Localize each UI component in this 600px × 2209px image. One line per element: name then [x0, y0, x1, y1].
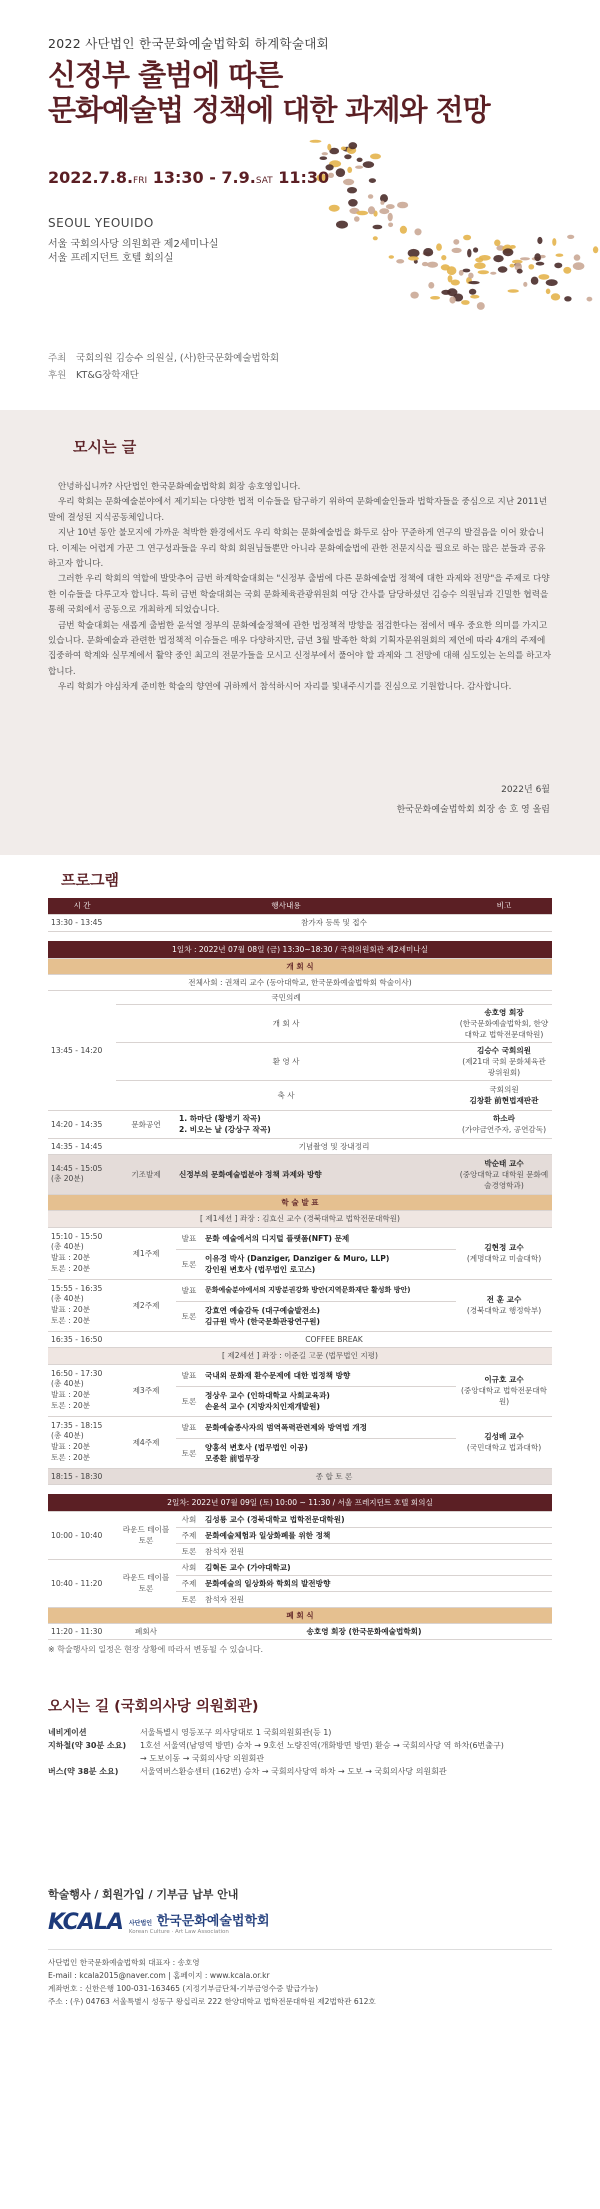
confetti-dot: [490, 272, 496, 275]
confetti-dot: [477, 302, 485, 310]
table-row: 토론 이유경 박사 (Danziger, Danziger & Muro, LLP) 강인원 변호사 (법무법인 로고스): [48, 1249, 552, 1279]
confetti-dot: [320, 156, 328, 160]
confetti-dot: [546, 289, 551, 295]
confetti-dot: [468, 273, 473, 279]
confetti-dot: [593, 246, 598, 253]
logo-mark: KCALA: [48, 1909, 123, 1935]
confetti-dot: [517, 269, 523, 274]
table-row: 축 사 국회의원 김창환 前현법재판관: [48, 1080, 552, 1110]
confetti-dot: [494, 240, 500, 247]
table-row: 16:50 - 17:30 (총 40분) 발표 : 20분 토론 : 20분 제3주제 발표 국내외 문화재 환수문제에 대한 법정책 방향 이규호 교수 (중앙대학교 법학전문대학원): [48, 1364, 552, 1386]
confetti-dot: [388, 213, 393, 222]
confetti-dot: [380, 201, 384, 205]
confetti-dot: [546, 279, 558, 286]
direction-row: → 도보이동 → 국회의사당 의원회관: [140, 1753, 265, 1763]
confetti-dot: [473, 247, 478, 252]
confetti-dot: [410, 292, 418, 299]
direction-row: 지하철(약 30분 소요) 1호선 서울역(남영역 방면) 승차 → 9호선 노량진역(개화방면 방면) 환승 → 국회의사당 역 하차(6번출구): [48, 1740, 504, 1750]
confetti-dot: [441, 255, 446, 260]
table-row: 15:10 - 15:50 (총 40분) 발표 : 20분 토론 : 20분 제1주제 발표 문화 예술에서의 디지털 플랫폼(NFT) 문제 김현정 교수 (계명대학교 미술대학): [48, 1227, 552, 1249]
table-row: 토론 참석자 전원: [48, 1591, 552, 1607]
direction-row: 네비게이션 서울특별시 영등포구 의사당대로 1 국회의원회관(등 1): [48, 1727, 332, 1737]
confetti-dot: [503, 248, 514, 256]
table-row: 개 회 사 송호영 회장 (한국문화예술법학회, 한양대학교 법학전문대학원): [48, 1004, 552, 1042]
header-note: 비고: [456, 898, 552, 914]
confetti-dot: [336, 168, 345, 177]
directions-title: 오시는 길 (국회의사당 의원회관): [48, 1698, 259, 1715]
confetti-dot: [329, 205, 340, 212]
confetti-dot: [336, 221, 348, 229]
confetti-dot: [355, 166, 363, 169]
confetti-dot: [354, 216, 360, 222]
confetti-dot: [467, 249, 471, 258]
confetti-dot: [523, 282, 527, 287]
confetti-dot: [469, 289, 476, 295]
table-row: 17:35 - 18:15 (총 40분) 발표 : 20분 토론 : 20분 제4주제 발표 문화예술종사자의 범역폭력관련제와 방역법 개정 김성배 교수 (국민대학교 법과대학): [48, 1416, 552, 1438]
direction-row: 버스(약 38분 소요) 서울역버스환승센터 (162번) 승차 → 국회의사당역 하차 → 도보 → 국회의사당 의원회관: [48, 1766, 447, 1776]
confetti-dot: [453, 239, 459, 245]
footer-section: [0, 1886, 600, 2008]
day1-header: 1일차 : 2022년 07월 08일 (금) 13:30~18:30 / 국회의원회관 제2세미나실: [48, 941, 552, 958]
table-row: 13:30 - 13:45 참가자 등록 및 접수: [48, 914, 552, 931]
confetti-dot: [564, 296, 571, 301]
confetti-dot: [356, 211, 368, 216]
confetti-dot: [474, 262, 486, 269]
table-row: 14:35 - 14:45 기념촬영 및 장내정리: [48, 1138, 552, 1154]
confetti-dot: [508, 289, 519, 293]
confetti-dot: [400, 226, 407, 234]
confetti-dot: [463, 269, 471, 273]
event-dates: 2022.7.8.FRI 13:30 - 7.9.SAT 11:30: [48, 168, 330, 187]
confetti-dot: [388, 223, 393, 228]
confetti-dot: [344, 154, 351, 159]
table-row: 토론 참석자 전원: [48, 1543, 552, 1559]
table-row: 11:20 - 11:30 폐회사 송호영 회장 (한국문화예술법학회): [48, 1623, 552, 1639]
confetti-dot: [461, 300, 470, 305]
confetti-dot: [447, 266, 457, 275]
confetti-dot: [347, 167, 352, 173]
confetti-dot: [369, 178, 376, 183]
greeting-body: 안녕하십니까? 사단법인 한국문화예술법학회 회장 송호영입니다. 우리 학회는 문화예술분야에서 제기되는 다양한 법적 이슈들을 탐구하기 위하여 문화예술인들과 법학자들을 중심으로 지난 2011년 말에 결성된 지식공동체입니다. 지난 10년 동안 불모지에 가까운 척박한 환경에서도 우리 학회는 문화예술법을 화두로 삼아 꾸준하게 연구의 발걸음을 이어 왔습니다. 이제는 어렵게 가꾼 그 연구성과들을 우리 학회 회원님들뿐만 아니라 문화예술법에 관한 전문지식을 필요로 하는 많은 분들과 공유하고자 합니다. 그러한 우리 학회의 역할에 발맞추어 금번 하계학술대회는 "신정부 출범에 다른 문화예술법 정책에 대한 과제와 전망"을 주제로 다양한 이슈들을 다루고자 합니다. 특히 금번 학술대회는 국회 문화체육관광위원회 여당 간사를 담당하셨던 김승수 의원님과 긴밀한 협력을 통해 국회에서 공동으로 개최하게 되었습니다. 금번 학술대회는 새롭게 출범한 윤석열 정부의 문화예술정책에 관한 법정책적 방향을 점검한다는 점에서 매우 중요한 의미를 가지고 있습니다. 문화예술과 관련한 법정책적 이슈들은 매우 다양하지만, 금년 3월 발족한 학회 기획자문위원회의 제언에 따라 4개의 주제에 집중하여 학계와 실무계에서 활약 중인 최고의 전문가들을 모시고 신정부에서 풀어야 할 과제와 그 전망에 대해 심도있는 논의를 하고자 합니다. 우리 학회가 야심차게 준비한 학술의 향연에 귀하께서 참석하시어 자리를 빛내주시기를 진심으로 기원합니다. 감사합니다.: [48, 482, 552, 693]
confetti-dot: [554, 263, 562, 269]
greeting-date: 2022년 6월: [501, 785, 550, 795]
opening-bar: 개 회 식: [48, 958, 552, 974]
program-section: [0, 855, 600, 1655]
confetti-dot: [556, 254, 564, 257]
table-row: 토론 정상우 교수 (인하대학교 사회교육과) 손윤석 교수 (지방자치인재개발원): [48, 1386, 552, 1416]
table-row: 18:15 - 18:30 종 합 토 론: [48, 1468, 552, 1484]
confetti-dot: [552, 238, 556, 246]
confetti-dot: [397, 202, 408, 209]
confetti-dot: [357, 158, 363, 162]
hero-section: [0, 0, 600, 410]
event-city: SEOUL YEOUIDO: [48, 216, 154, 230]
confetti-dot: [322, 152, 328, 155]
confetti-dot: [373, 236, 378, 240]
table-row: 주제 문화예술체험과 일상화폐를 위한 정책: [48, 1527, 552, 1543]
confetti-dot: [427, 262, 438, 268]
confetti-dot: [563, 267, 571, 274]
schedule-note: ※ 학술행사의 일정은 현장 상황에 따라서 변동될 수 있습니다.: [48, 1644, 264, 1654]
table-row: 15:55 - 16:35 (총 40분) 발표 : 20분 토론 : 20분 제2주제 발표 문화예술분야에서의 지방분권강화 방안(지역문화재단 활성화 방안) 전 훈 교수 (경북대학교 행정학부): [48, 1279, 552, 1301]
confetti-dot: [475, 258, 483, 263]
confetti-dot: [463, 235, 471, 241]
confetti-dot: [379, 208, 389, 214]
confetti-dot: [459, 270, 464, 276]
confetti-dot: [493, 255, 503, 262]
confetti-dot: [567, 235, 574, 239]
confetti-dot: [528, 264, 534, 269]
keynote-row: 14:45 - 15:05 (총 20분) 기조발제 신정부의 문화예술법분야 정책 과제와 방향 박순태 교수 (중앙대학교 대학원 문화예술경영학과): [48, 1154, 552, 1194]
table-row: 16:35 - 16:50 COFFEE BREAK: [48, 1331, 552, 1347]
confetti-dot: [408, 256, 419, 260]
table-row: 10:00 - 10:40 라운드 테이블 토론 사회 김성룡 교수 (경북대학교 법학전문대학원): [48, 1511, 552, 1527]
confetti-dot: [448, 275, 453, 282]
confetti-dot: [520, 257, 530, 260]
footer-title: 학술행사 / 회원가입 / 기부금 납부 안내: [48, 1887, 239, 1901]
confetti-dot: [538, 274, 549, 280]
header-time: 시 간: [48, 898, 116, 914]
table-row: 전체사회 : 권채리 교수 (동아대학교, 한국문화예술법학회 학술이사): [48, 974, 552, 990]
confetti-dot: [386, 204, 395, 209]
confetti-dot: [468, 281, 479, 284]
confetti-dot: [348, 199, 358, 207]
session2-header: [ 제2세션 ] 좌장 : 이준길 고문 (법무법인 지평): [48, 1347, 552, 1364]
confetti-dot: [370, 154, 381, 160]
confetti-dot: [349, 142, 358, 149]
confetti-dot: [414, 228, 421, 235]
table-row: 14:20 - 14:35 문화공연 1. 하마단 (황병기 작곡) 2. 비오는 날 (강상구 작곡) 하소라 (가야금연주자, 공연감독): [48, 1110, 552, 1138]
confetti-dot: [551, 293, 560, 300]
table-row: 10:40 - 11:20 라운드 테이블 토론 사회 김혁돈 교수 (가야대학교): [48, 1559, 552, 1575]
table-row: 토론 양홍석 변호사 (법무법인 이공) 모종환 前법무장: [48, 1438, 552, 1468]
table-row: 환 영 사 김승수 국회의원 (제21대 국회 문화체육관광위원회): [48, 1042, 552, 1080]
confetti-dot: [310, 140, 322, 143]
confetti-dot: [389, 255, 394, 258]
closing-bar: 폐 회 식: [48, 1607, 552, 1623]
confetti-dot: [343, 179, 354, 185]
confetti-dot: [573, 262, 585, 270]
event-overline: 2022 사단법인 한국문화예술법학회 하계학술대회: [48, 36, 329, 51]
table-row: 토론 강효연 예술감독 (대구예술발전소) 김규원 박사 (한국문화관광연구원): [48, 1301, 552, 1331]
confetti-dot: [396, 259, 404, 263]
academic-bar: 학 술 발 표: [48, 1194, 552, 1210]
confetti-dot: [531, 277, 539, 285]
header-content: 행사내용: [116, 898, 456, 914]
confetti-dot: [587, 297, 593, 302]
confetti-dot: [449, 296, 455, 303]
confetti-dot: [574, 254, 581, 260]
confetti-dot: [347, 187, 357, 193]
session1-header: [ 제1세션 ] 좌장 : 김효신 교수 (경북대학교 법학전문대학원): [48, 1210, 552, 1227]
confetti-dot: [423, 248, 433, 256]
confetti-dot: [510, 264, 515, 268]
confetti-dot: [536, 262, 545, 266]
confetti-dot: [478, 270, 489, 274]
confetti-dot: [368, 194, 373, 199]
association-logo: KCALA 사단법인 한국문화예술법학회 Korean Culture · Art Law Association: [48, 1909, 270, 1935]
organizers: 주최 국회의원 김승수 의원실, (사)한국문화예술법학회 후원 KT&G장학재단: [48, 353, 280, 381]
directions-section: [0, 1695, 600, 1778]
confetti-dot: [534, 253, 541, 261]
footer-info: 사단법인 한국문화예술법학회 대표자 : 송호영 E-mail : kcala2015@naver.com | 홈페이지 : www.kcala.or.kr 계좌번호 : 신한은행 100-031-163465 (지정기부금단체-기부금영수증 발급가능) 주소 : (우) 04763 서울특별시 성동구 왕십리로 222 한양대학교 법학전문대학원 제2법학관 612호: [48, 1949, 552, 2008]
confetti-dot: [436, 243, 442, 250]
greeting-section: [0, 410, 600, 855]
confetti-dot: [470, 295, 479, 299]
confetti-dot: [452, 248, 462, 253]
confetti-dot: [368, 206, 375, 214]
confetti-dot: [363, 161, 374, 168]
event-title: 신정부 출범에 따른 문화예술법 정책에 대한 과제와 전망: [48, 58, 490, 127]
confetti-dot: [327, 144, 331, 151]
table-row: 13:45 - 14:20 국민의례: [48, 990, 552, 1004]
greeting-title: 모시는 글: [73, 438, 137, 456]
confetti-dot: [430, 296, 440, 300]
event-venues: 서울 국회의사당 의원회관 제2세미나실 서울 프레지던트 호텔 회의실: [48, 239, 219, 264]
confetti-dot: [428, 282, 434, 289]
table-row: 주제 문화예술의 일상화와 학회의 발전방향: [48, 1575, 552, 1591]
confetti-dot: [373, 225, 383, 230]
confetti-dot: [422, 262, 428, 266]
confetti-dot: [498, 266, 508, 272]
confetti-dot: [447, 288, 457, 296]
confetti-dot: [341, 147, 346, 151]
greeting-signature: 한국문화예술법학회 회장 송 호 영 올림: [396, 805, 550, 815]
confetti-dot: [537, 237, 542, 244]
program-title: 프로그램: [61, 871, 119, 889]
day2-header: 2일차: 2022년 07월 09일 (토) 10:00 ~ 11:30 / 서울 프레지던트 호텔 회의실: [48, 1494, 552, 1511]
program-table: [48, 898, 552, 1640]
